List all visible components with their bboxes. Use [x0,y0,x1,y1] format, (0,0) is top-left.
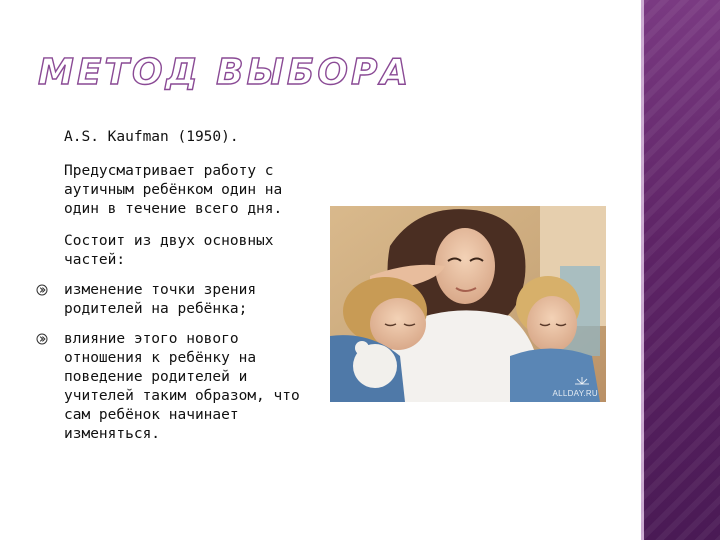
author-citation: A.S. Kaufman (1950). [64,129,239,145]
family-photo-illustration [330,206,606,402]
bullet-item [64,281,304,319]
bullet-item [64,330,304,444]
decorative-side-band [641,0,720,540]
slide-title: МЕТОД ВЫБОРА [38,52,412,93]
bullet-text: влияние этого нового отношения к ребёнку на поведение родителей и учителей таким образом, что сам ребёнок начинает изменяться. [64,331,300,442]
circled-arrow-bullet-icon [36,333,48,345]
circled-arrow-bullet-icon [36,284,48,296]
method-description: Предусматривает работу с аутичным ребёнком один на один в течение всего дня. [64,163,283,217]
photo-watermark: ALLDAY.RU [552,389,598,398]
parts-intro: Состоит из двух основных частей: [64,233,274,268]
bullet-text: изменение точки зрения родителей на ребёнка; [64,282,257,317]
family-photo [330,206,606,402]
